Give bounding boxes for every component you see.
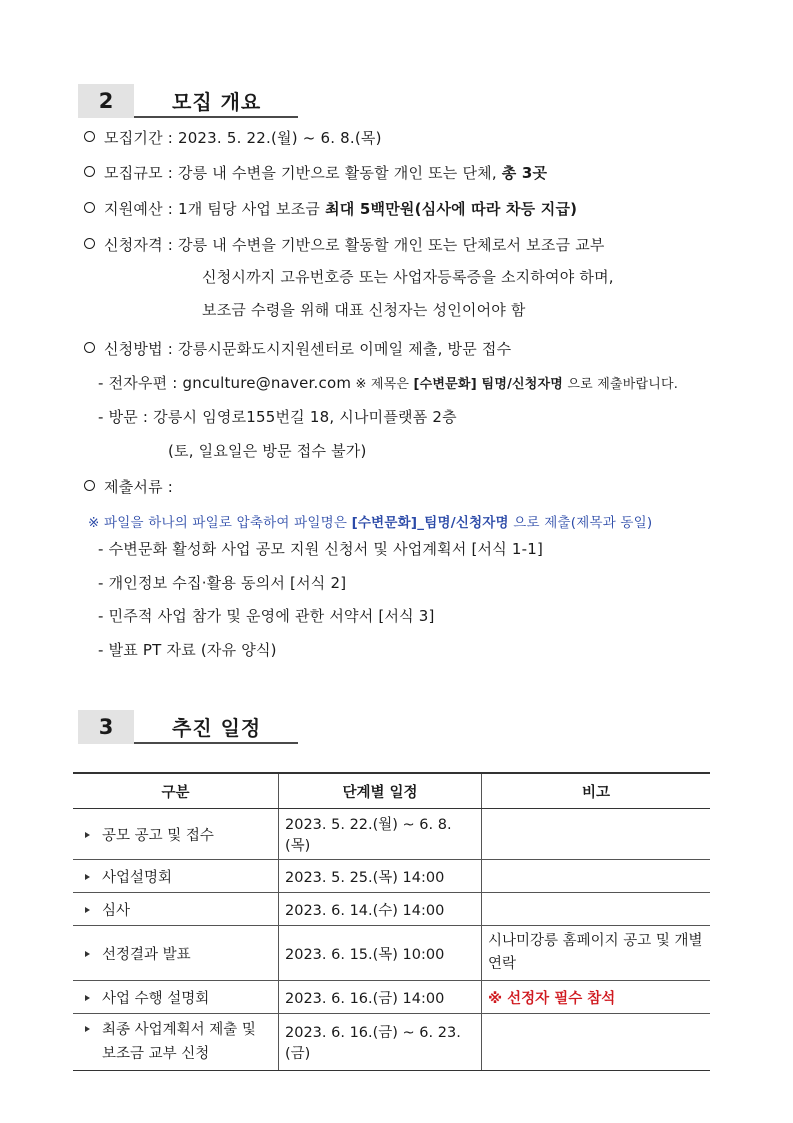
- schedule-table: [73, 772, 710, 1071]
- circle-bullet-icon: [84, 342, 95, 353]
- triangle-bullet-icon: [85, 832, 90, 838]
- note-cell: [482, 809, 711, 860]
- docs-note: ※ 파일을 하나의 파일로 압축하여 파일명은 [수변문화]_팀명/신청자명 으로 제출(제목과 동일): [88, 515, 653, 531]
- triangle-bullet-icon: [85, 951, 90, 957]
- section-title: 추진 일정: [134, 710, 298, 744]
- triangle-bullet-icon: [85, 1026, 90, 1032]
- triangle-bullet-icon: [85, 874, 90, 880]
- doc-item: - 수변문화 활성화 사업 공모 지원 신청서 및 사업계획서 [서식 1-1]: [98, 540, 544, 558]
- item-cell: 사업 수행 설명회: [73, 981, 279, 1014]
- item-cell: 공모 공고 및 접수: [73, 809, 279, 860]
- section-number: 2: [78, 84, 134, 118]
- note-cell: 시나미강릉 홈페이지 공고 및 개별 연락: [482, 926, 711, 981]
- table-row: [73, 926, 710, 981]
- eligibility-line-3: 보조금 수령을 위해 대표 신청자는 성인이어야 함: [202, 301, 526, 319]
- doc-item: - 발표 PT 자료 (자유 양식): [98, 641, 277, 659]
- date-cell: 2023. 6. 15.(목) 10:00: [279, 926, 482, 981]
- item-cell: 심사: [73, 893, 279, 926]
- table-row: [73, 809, 710, 860]
- circle-bullet-icon: [84, 480, 95, 491]
- table-header-row: [73, 773, 710, 809]
- note-cell: ※ 선정자 필수 참석: [482, 981, 711, 1014]
- circle-bullet-icon: [84, 202, 95, 213]
- section-3-header: [78, 710, 298, 744]
- submit-docs: 제출서류 :: [84, 476, 173, 497]
- note-cell: [482, 893, 711, 926]
- section-title: 모집 개요: [134, 84, 298, 118]
- circle-bullet-icon: [84, 238, 95, 249]
- item-cell: 사업설명회: [73, 860, 279, 893]
- note-cell: [482, 860, 711, 893]
- triangle-bullet-icon: [85, 995, 90, 1001]
- date-cell: 2023. 6. 16.(금) ~ 6. 23.(금): [279, 1014, 482, 1071]
- item-cell: 최종 사업계획서 제출 및 보조금 교부 신청: [73, 1014, 279, 1071]
- eligibility: 신청자격 : 강릉 내 수변을 기반으로 활동할 개인 또는 단체로서 보조금 교부: [84, 234, 605, 255]
- section-2-header: [78, 84, 298, 118]
- column-header: 단계별 일정: [279, 773, 482, 809]
- doc-item: - 민주적 사업 참가 및 운영에 관한 서약서 [서식 3]: [98, 607, 435, 625]
- date-cell: 2023. 6. 14.(수) 14:00: [279, 893, 482, 926]
- triangle-bullet-icon: [85, 907, 90, 913]
- date-cell: 2023. 5. 22.(월) ~ 6. 8.(목): [279, 809, 482, 860]
- visit-line: - 방문 : 강릉시 임영로155번길 18, 시나미플랫폼 2층: [98, 408, 457, 426]
- recruit-period: 모집기간 : 2023. 5. 22.(월) ~ 6. 8.(목): [84, 127, 382, 148]
- column-header: 구분: [73, 773, 279, 809]
- recruit-scale: 모집규모 : 강릉 내 수변을 기반으로 활동할 개인 또는 단체, 총 3곳: [84, 162, 547, 183]
- eligibility-line-2: 신청시까지 고유번호증 또는 사업자등록증을 소지하여야 하며,: [202, 268, 614, 286]
- column-header: 비고: [482, 773, 711, 809]
- table-row: [73, 1014, 710, 1071]
- date-cell: 2023. 6. 16.(금) 14:00: [279, 981, 482, 1014]
- doc-item: - 개인정보 수집·활용 동의서 [서식 2]: [98, 574, 347, 592]
- table-row: [73, 860, 710, 893]
- section-number: 3: [78, 710, 134, 744]
- visit-note: (토, 일요일은 방문 접수 불가): [168, 442, 367, 460]
- note-cell: [482, 1014, 711, 1071]
- support-budget: 지원예산 : 1개 팀당 사업 보조금 최대 5백만원(심사에 따라 차등 지급): [84, 198, 577, 219]
- circle-bullet-icon: [84, 166, 95, 177]
- table-row: [73, 981, 710, 1014]
- date-cell: 2023. 5. 25.(목) 14:00: [279, 860, 482, 893]
- circle-bullet-icon: [84, 131, 95, 142]
- item-cell: 선정결과 발표: [73, 926, 279, 981]
- apply-method: 신청방법 : 강릉시문화도시지원센터로 이메일 제출, 방문 접수: [84, 338, 511, 359]
- table-row: [73, 893, 710, 926]
- email-line: - 전자우편 : gnculture@naver.com ※ 제목은 [수변문화] 팀명/신청자명 으로 제출바랍니다.: [98, 374, 679, 392]
